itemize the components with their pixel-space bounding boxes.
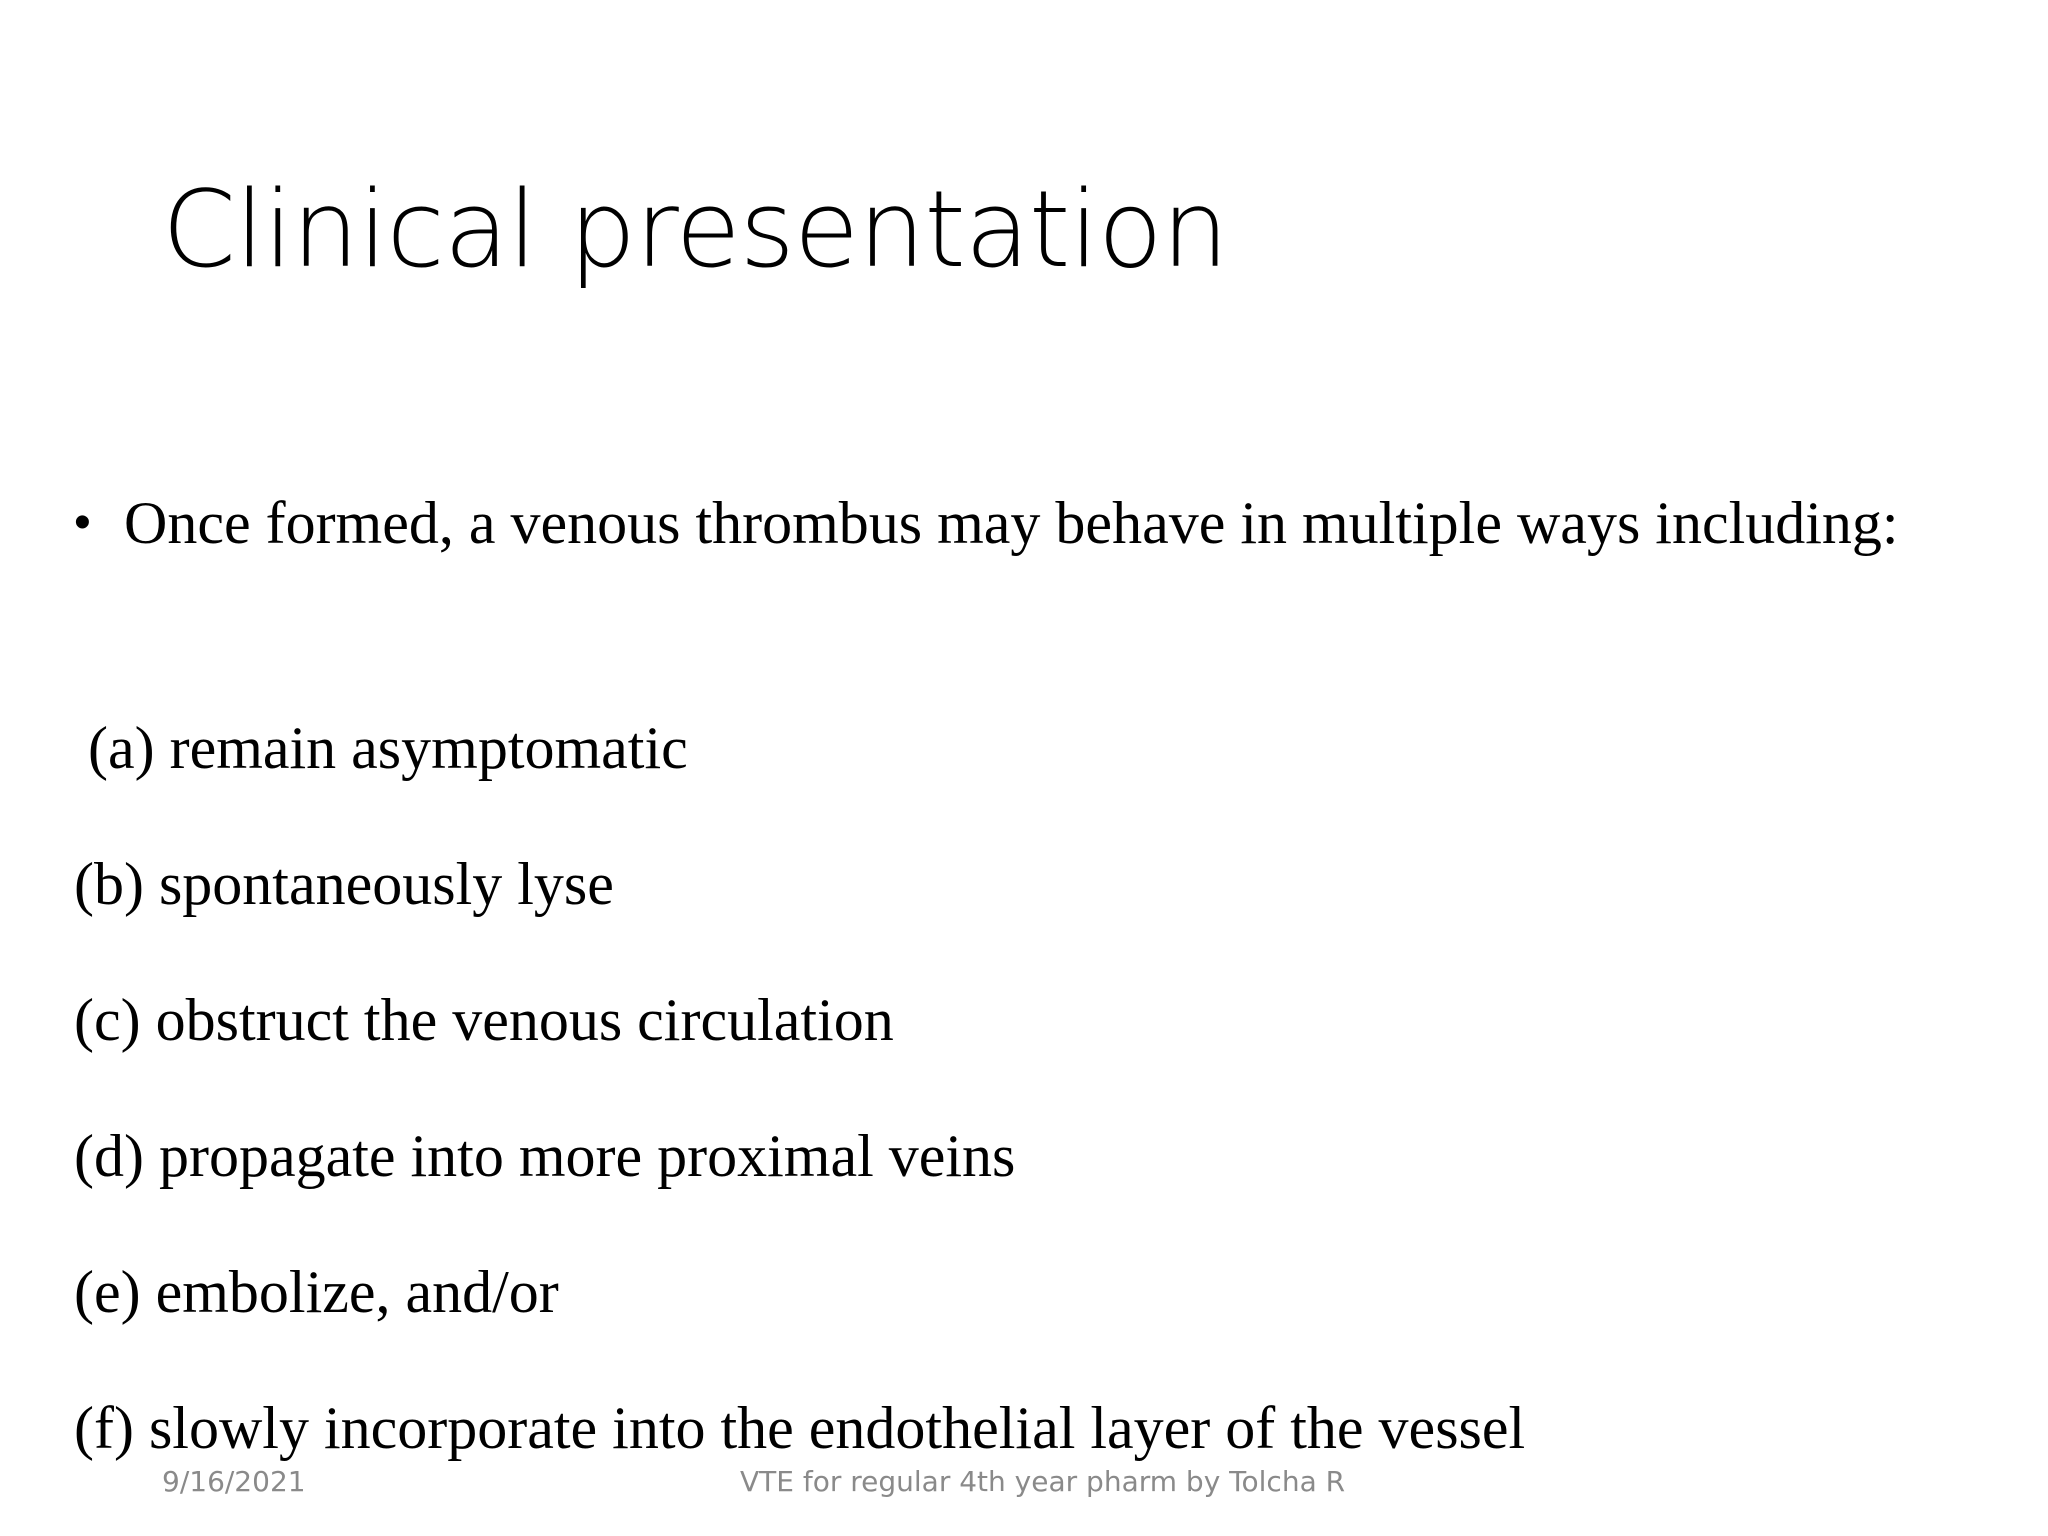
list-item-a: (a) remain asymptomatic bbox=[88, 715, 688, 781]
list-item-d: (d) propagate into more proximal veins bbox=[74, 1123, 1016, 1189]
bullet-text: Once formed, a venous thrombus may behave in multiple ways including: bbox=[124, 490, 1899, 556]
bullet-marker: • bbox=[74, 496, 91, 549]
list-item-e: (e) embolize, and/or bbox=[74, 1259, 559, 1325]
list-item-f: (f) slowly incorporate into the endothelial layer of the vessel bbox=[74, 1395, 1526, 1461]
list-item-b: (b) spontaneously lyse bbox=[74, 851, 614, 917]
footer-title: VTE for regular 4th year pharm by Tolcha R bbox=[740, 1465, 1346, 1498]
list-item-c: (c) obstruct the venous circulation bbox=[74, 987, 894, 1053]
slide-title: Clinical presentation bbox=[162, 168, 1228, 291]
footer-date: 9/16/2021 bbox=[162, 1465, 306, 1498]
bullet-item bbox=[74, 470, 1954, 576]
bullet-list bbox=[74, 470, 1954, 576]
